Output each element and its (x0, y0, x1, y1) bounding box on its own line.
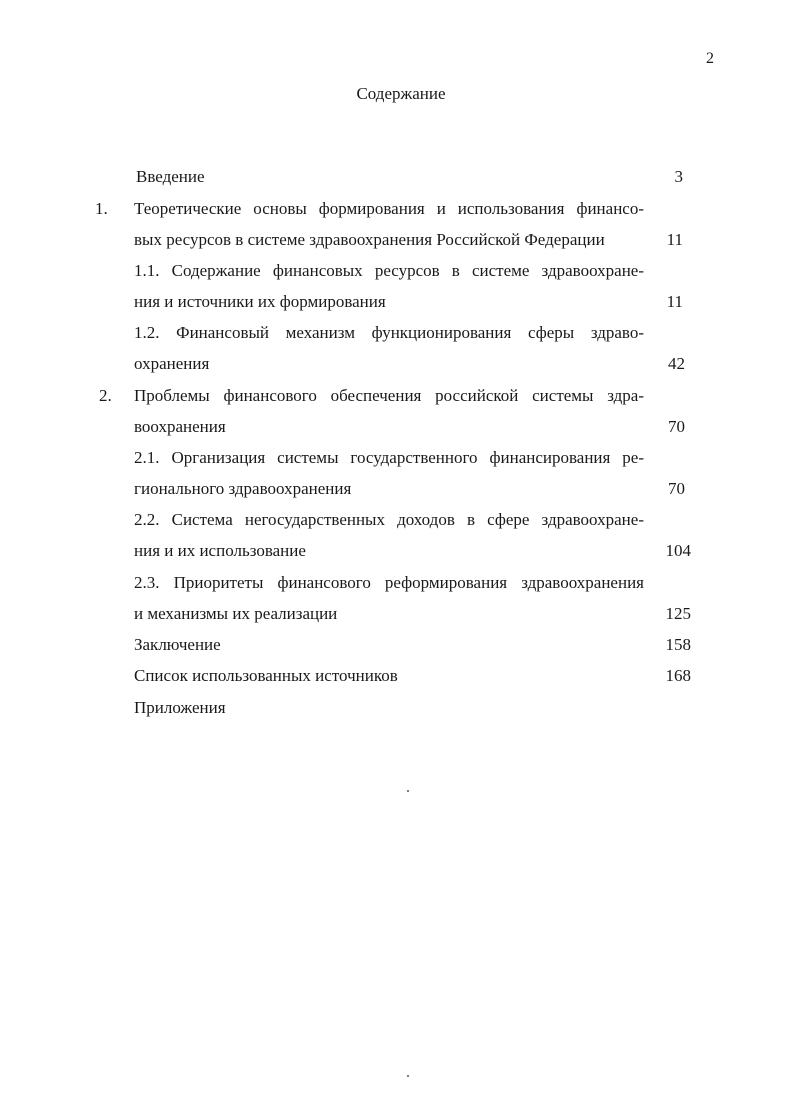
toc-entry-page: 70 (668, 479, 685, 498)
toc-entry-page: 158 (665, 635, 691, 654)
toc-entry-label-continued: ния и источники их формирования (134, 292, 386, 311)
toc-entry-page: 168 (665, 666, 691, 685)
toc-entry-page: 11 (666, 292, 683, 311)
toc-entry-label-continued: гионального здравоохранения (134, 479, 352, 498)
toc-entry-page: 104 (665, 541, 691, 560)
toc-entry-label: Введение (136, 167, 205, 186)
scan-speck (407, 1075, 409, 1077)
toc-entry-label: 1.1. Содержание финансовых ресурсов в системе здравоохране- (134, 261, 644, 280)
toc-entry-label-continued: ния и их использование (134, 541, 306, 560)
toc-entry-label-continued: и механизмы их реализации (134, 604, 338, 623)
toc-entry-page: 42 (668, 354, 685, 373)
toc-entry-page: 125 (665, 604, 691, 623)
toc-entry-label-continued: воохранения (134, 417, 226, 436)
toc-entry-number: 2. (99, 386, 112, 405)
toc-entry-label: 2.2. Система негосударственных доходов в сфере здравоохране- (134, 510, 644, 529)
toc-entry-label-continued: охранения (134, 354, 210, 373)
toc-entry-label: Заключение (134, 635, 221, 654)
toc-entry-label: Проблемы финансового обеспечения российской системы здра- (134, 386, 644, 405)
toc-entry-label: 2.3. Приоритеты финансового реформирования здравоохранения (134, 573, 644, 592)
toc-entry-page: 70 (668, 417, 685, 436)
toc-entry-number: 1. (95, 199, 108, 218)
toc-entry-label: Теоретические основы формирования и использования финансо- (134, 199, 644, 218)
page-number: 2 (706, 50, 714, 67)
toc-entry-label: Приложения (134, 698, 226, 717)
toc-entry-label: Список использованных источников (134, 666, 398, 685)
toc-entry-page: 11 (666, 230, 683, 249)
scan-speck (407, 790, 409, 792)
toc-entry-label: 1.2. Финансовый механизм функционирования сферы здраво- (134, 323, 644, 342)
toc-entry-label: 2.1. Организация системы государственного финансирования ре- (134, 448, 644, 467)
toc-entry-label-continued: вых ресурсов в системе здравоохранения Российской Федерации (134, 230, 605, 249)
toc-entry-page: 3 (674, 167, 683, 186)
page-title: Содержание (356, 84, 446, 103)
